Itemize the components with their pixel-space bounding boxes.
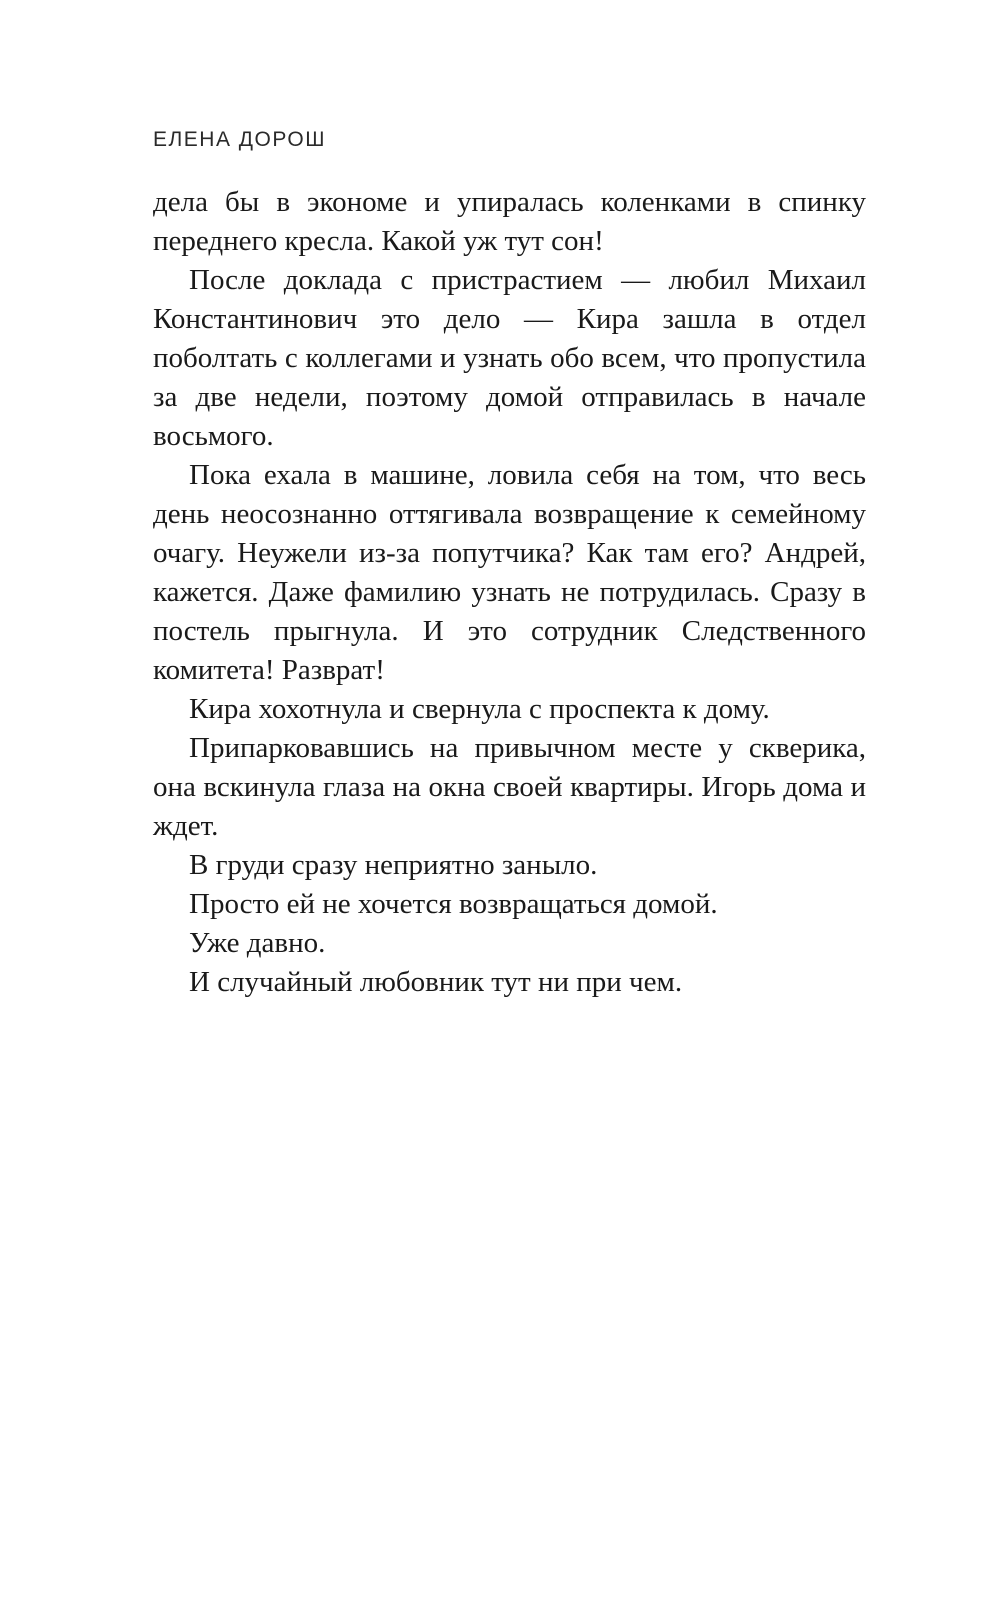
- paragraph-continuation: дела бы в экономе и упиралась коленками в спинку переднего кресла. Какой уж тут сон!: [153, 186, 866, 257]
- paragraph: Кира хохотнула и свернула с проспекта к дому.: [189, 693, 770, 725]
- paragraph: После доклада с пристрастием — любил Михаил Константинович это дело — Кира зашла в отдел поболтать с коллегами и узнать обо всем, что пропустила за две недели, поэтому домой отправилась в начале восьмого.: [153, 264, 866, 452]
- paragraph: И случайный любовник тут ни при чем.: [189, 966, 683, 998]
- paragraph: Просто ей не хочется возвращаться домой.: [189, 888, 718, 920]
- paragraph: Припарковавшись на привычном месте у скверика, она вскинула глаза на окна своей квартиры. Игорь дома и ждет.: [153, 732, 866, 842]
- body-text: [153, 183, 866, 1002]
- paragraph: В груди сразу неприятно заныло.: [189, 849, 598, 881]
- paragraph: Уже давно.: [189, 927, 326, 959]
- running-head-author: ЕЛЕНА ДОРОШ: [153, 128, 326, 151]
- paragraph: Пока ехала в машине, ловила себя на том, что весь день неосознанно оттягивала возвращение к семейному очагу. Неужели из-за попутчика? Как там его? Андрей, кажется. Даже фамилию узнать не потрудилась. Сразу в постель прыгнула. И это сотрудник Следственного комитета! Разврат!: [153, 459, 866, 686]
